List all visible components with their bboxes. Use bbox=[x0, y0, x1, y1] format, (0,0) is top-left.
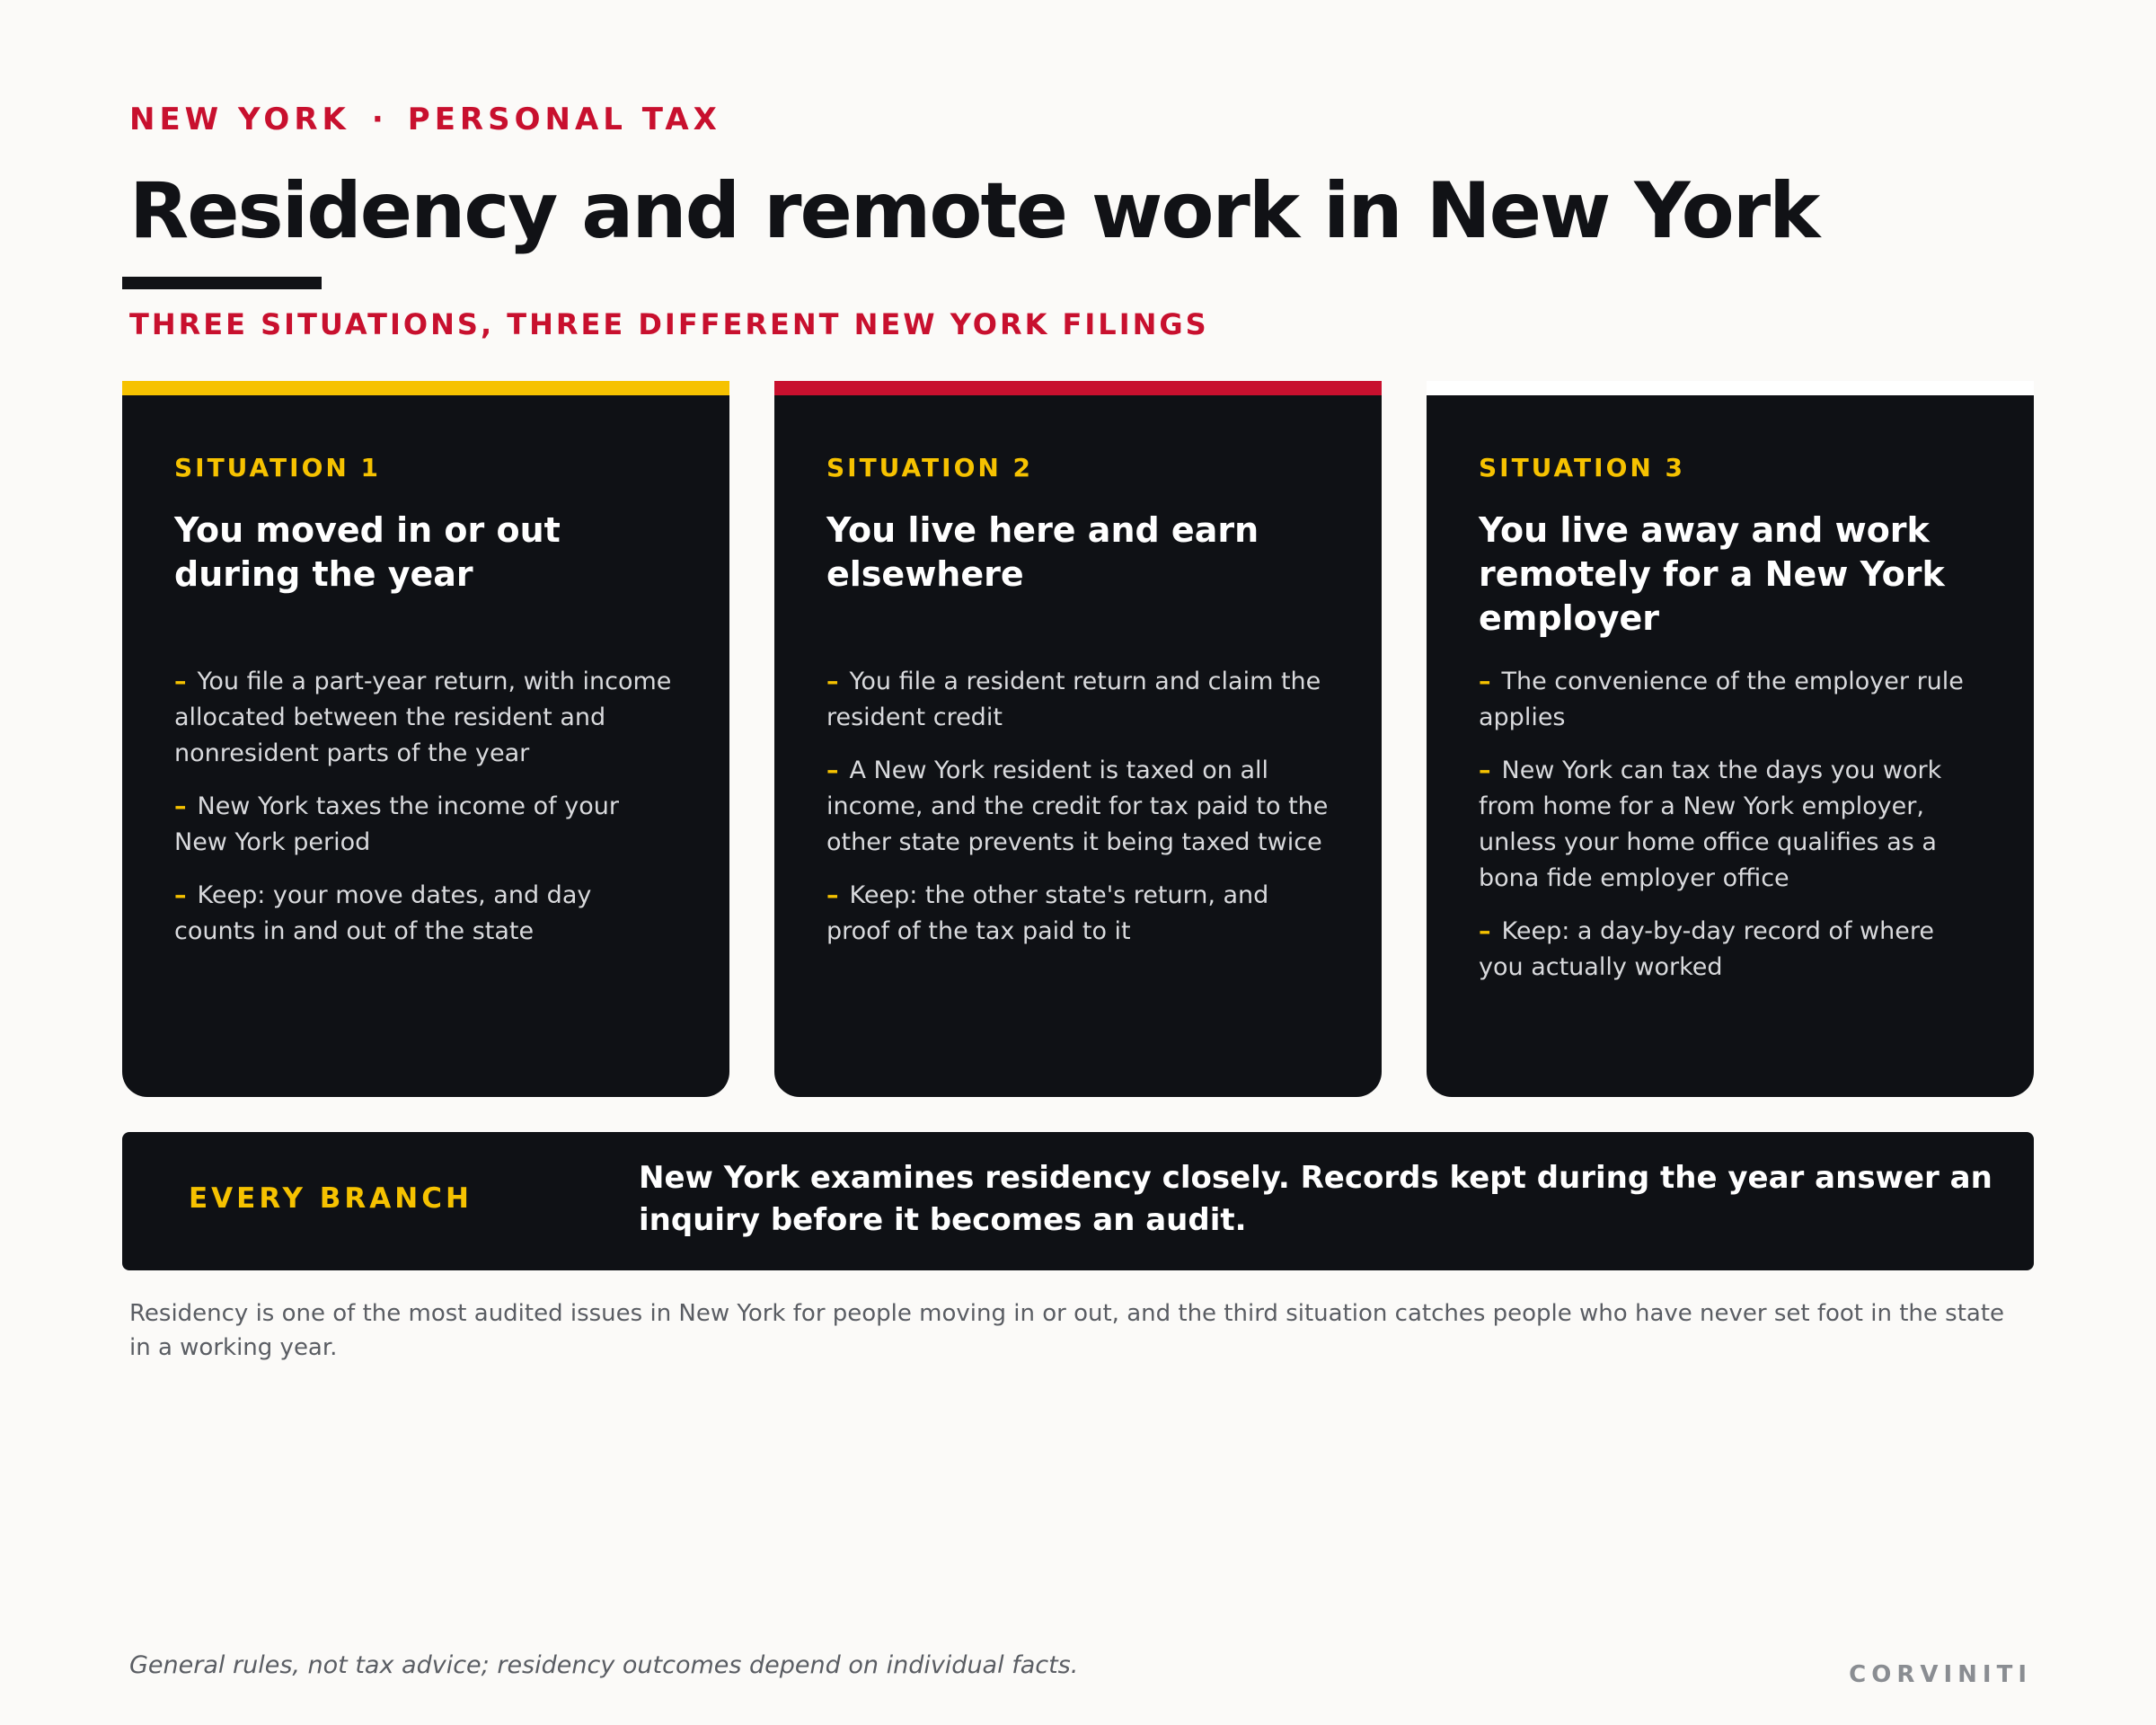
card-label: SITUATION 3 bbox=[1479, 453, 1686, 482]
kicker-region: NEW YORK bbox=[129, 102, 350, 137]
card-point-text: You file a part-year return, with income allocated between the resident and nonresident parts of the year bbox=[174, 668, 672, 767]
card-point-text: Keep: the other state's return, and proof of the tax paid to it bbox=[826, 881, 1269, 945]
banner-label: EVERY BRANCH bbox=[189, 1182, 473, 1215]
situation-card-2 bbox=[774, 381, 1382, 1097]
page-title: Residency and remote work in New York bbox=[129, 166, 1819, 256]
card-point bbox=[826, 664, 1330, 736]
card-point-text: The convenience of the employer rule applies bbox=[1479, 668, 1964, 731]
card-point-text: You file a resident return and claim the resident credit bbox=[826, 668, 1321, 731]
dash-marker: – bbox=[1479, 917, 1491, 945]
card-points bbox=[1479, 664, 1982, 1003]
card-point bbox=[1479, 664, 1982, 736]
disclaimer: General rules, not tax advice; residency outcomes depend on individual facts. bbox=[129, 1651, 1079, 1679]
banner-text: New York examines residency closely. Records kept during the year answer an inquiry before it becomes an audit. bbox=[639, 1160, 1993, 1238]
summary-banner bbox=[122, 1132, 2034, 1270]
dash-marker: – bbox=[174, 881, 187, 909]
card-point-text: New York taxes the income of your New York period bbox=[174, 792, 619, 856]
dash-marker: – bbox=[1479, 668, 1491, 695]
card-title: You moved in or out during the year bbox=[174, 510, 561, 594]
situation-card-1 bbox=[122, 381, 729, 1097]
card-body bbox=[1427, 395, 2034, 1097]
card-title: You live away and work remotely for a New York employer bbox=[1479, 510, 1945, 638]
card-point bbox=[1479, 914, 1982, 986]
card-points bbox=[826, 664, 1330, 967]
brand-wordmark: CORVINITI bbox=[1849, 1661, 2032, 1688]
dash-marker: – bbox=[826, 668, 839, 695]
card-label: SITUATION 1 bbox=[174, 453, 382, 482]
card-point bbox=[826, 878, 1330, 950]
card-point bbox=[174, 789, 677, 861]
card-points bbox=[174, 664, 677, 967]
title-underline bbox=[122, 277, 322, 289]
card-point bbox=[174, 664, 677, 772]
card-title: You live here and earn elsewhere bbox=[826, 510, 1259, 594]
kicker-topic: PERSONAL TAX bbox=[407, 102, 721, 137]
dash-marker: – bbox=[826, 756, 839, 784]
context-note: Residency is one of the most audited issues in New York for people moving in or out, and the third situation catches people who have never set foot in the state in a working year. bbox=[129, 1300, 2005, 1361]
card-point-text: Keep: your move dates, and day counts in and out of the state bbox=[174, 881, 592, 945]
card-point-text: Keep: a day-by-day record of where you actually worked bbox=[1479, 917, 1934, 981]
card-point-text: A New York resident is taxed on all income, and the credit for tax paid to the other state prevents it being taxed twice bbox=[826, 756, 1329, 856]
card-body bbox=[122, 395, 729, 1097]
dash-marker: – bbox=[174, 668, 187, 695]
dash-marker: – bbox=[826, 881, 839, 909]
card-point bbox=[826, 753, 1330, 861]
card-point bbox=[1479, 753, 1982, 897]
situation-card-3 bbox=[1427, 381, 2034, 1097]
kicker bbox=[129, 102, 721, 137]
kicker-separator: · bbox=[371, 102, 388, 137]
dash-marker: – bbox=[1479, 756, 1491, 784]
dash-marker: – bbox=[174, 792, 187, 820]
card-label: SITUATION 2 bbox=[826, 453, 1034, 482]
card-point-text: New York can tax the days you work from home for a New York employer, unless your home office qualifies as a bona fide employer office bbox=[1479, 756, 1942, 892]
page-subtitle: THREE SITUATIONS, THREE DIFFERENT NEW YORK FILINGS bbox=[129, 307, 1209, 341]
card-point bbox=[174, 878, 677, 950]
card-body bbox=[774, 395, 1382, 1097]
